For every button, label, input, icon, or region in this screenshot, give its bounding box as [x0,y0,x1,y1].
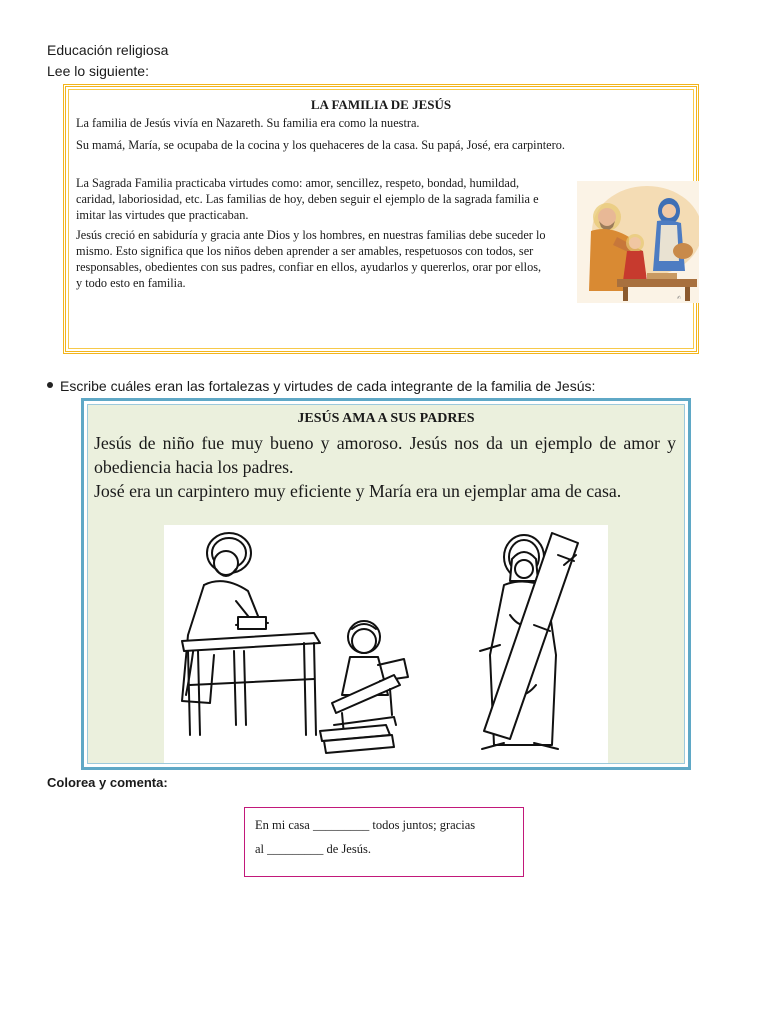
activity-box [244,807,524,877]
lesson-paragraph-2: José era un carpintero muy eficiente y María era un ejemplar ama de casa. [94,481,622,501]
coloring-drawing [164,525,608,763]
activity-line-1: En mi casa _________ todos juntos; gracias [255,818,476,832]
activity-heading: Colorea y comenta: [47,775,168,790]
task-bullet [47,378,595,394]
reading-box [63,84,699,354]
svg-text:✍: ✍ [677,295,682,301]
reading-paragraph-4: Jesús creció en sabiduría y gracia ante Dios y los hombres, en nuestras familias debe suceder lo mismo. Esto significa que los niños deben aprender a ser amables, respetuosos con todos, ser responsables, obedientes con sus padres, confiar en ellos, ayudarlos y quererlos, orar por ellos, y todo esto en familia. [76,228,546,290]
reading-paragraph-3: La Sagrada Familia practicaba virtudes como: amor, sencillez, respeto, bondad, humildad, caridad, laboriosidad, etc. Las familias de hoy, deben seguir el ejemplo de la sagrada familia e imitar las virtudes que practicaban. [76,176,539,222]
lesson-box [81,398,691,770]
reading-paragraph-2: Su mamá, María, se ocupaba de la cocina y los quehaceres de la casa. Su papá, José, era carpintero. [76,138,565,152]
lesson-title: JESÚS AMA A SUS PADRES [297,411,475,426]
instruction-text: Lee lo siguiente: [47,63,149,79]
reading-paragraph-1: La familia de Jesús vivía en Nazareth. Su familia era como la nuestra. [76,116,420,130]
task-bullet-text: Escribe cuáles eran las fortalezas y virtudes de cada integrante de la familia de Jesús: [60,378,596,394]
reading-title: LA FAMILIA DE JESÚS [310,97,452,112]
holy-family-illustration [577,181,699,303]
subject-heading: Educación religiosa [47,42,169,58]
activity-line-2: al _________ de Jesús. [255,842,371,856]
lesson-paragraph-1: Jesús de niño fue muy bueno y amoroso. Jesús nos da un ejemplo de amor y obediencia hacia los padres. [94,433,676,477]
bullet-icon [47,382,53,388]
